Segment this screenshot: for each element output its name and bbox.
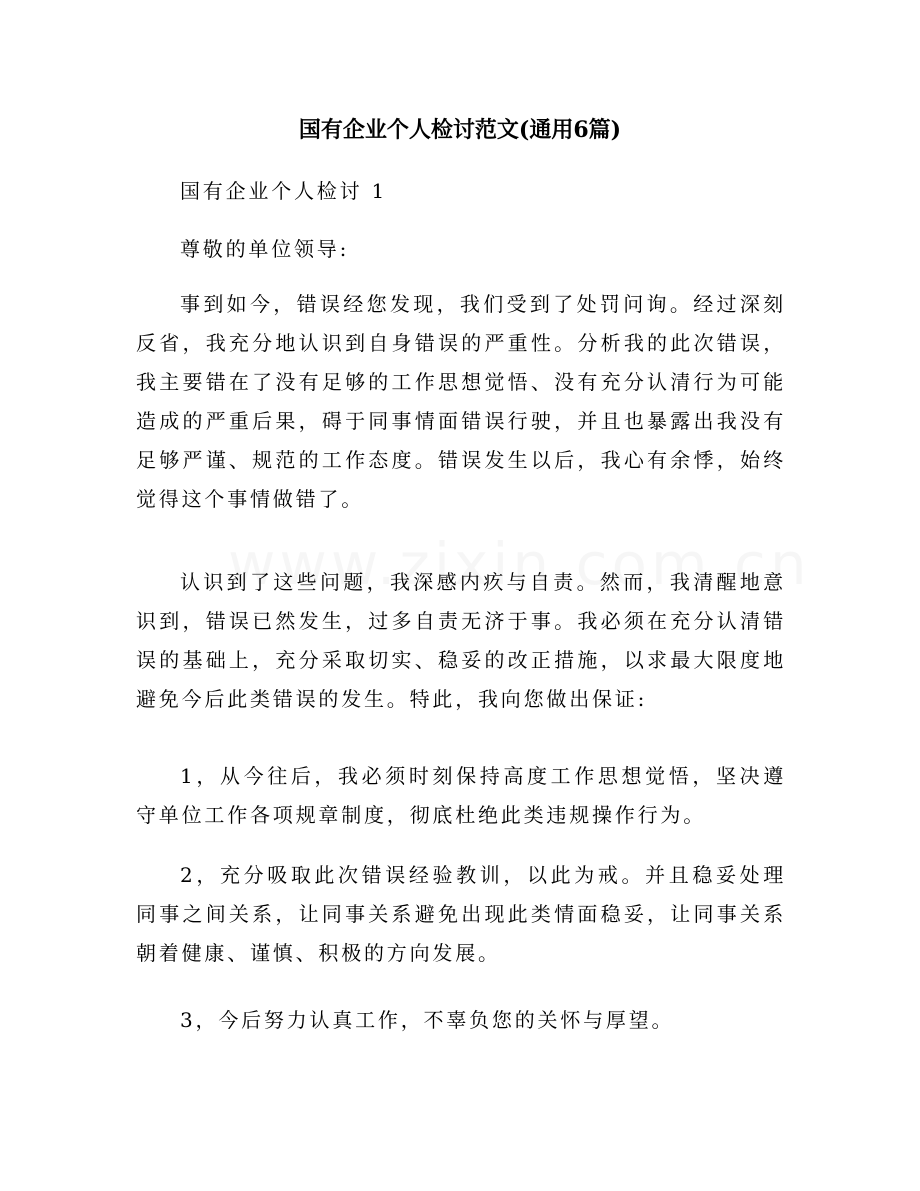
body-paragraph-1: 事到如今，错误经您发现，我们受到了处罚问询。经过深刻反省，我充分地认识到自身错误的严重性。分析我的此次错误，我主要错在了没有足够的工作思想觉悟、没有充分认清行为可能造成的严重后果，碍于同事情面错误行驶，并且也暴露出我没有足够严谨、规范的工作态度。错误发生以后，我心有余悸，始终觉得这个事情做错了。: [136, 292, 786, 511]
body-paragraph-2: 认识到了这些问题，我深感内疚与自责。然而，我清醒地意识到，错误已然发生，过多自责无济于事。我必须在充分认清错误的基础上，充分采取切实、稳妥的改正措施，以求最大限度地避免今后此类错误的发生。特此，我向您做出保证:: [136, 570, 786, 711]
salutation: 尊敬的单位领导:: [180, 237, 350, 261]
document-title: 国有企业个人检讨范文(通用6篇): [298, 117, 622, 143]
promise-item-1: 1，从今往后，我必须时刻保持高度工作思想觉悟，坚决遵守单位工作各项规章制度，彻底杜绝此类违规操作行为。: [136, 764, 786, 827]
section-heading: 国有企业个人检讨 1: [180, 179, 388, 203]
promise-item-3: 3，今后努力认真工作，不辜负您的关怀与厚望。: [180, 1008, 675, 1032]
promise-item-2: 2，充分吸取此次错误经验教训，以此为戒。并且稳妥处理同事之间关系，让同事关系避免出现此类情面稳妥，让同事关系朝着健康、谨慎、积极的方向发展。: [136, 863, 786, 965]
